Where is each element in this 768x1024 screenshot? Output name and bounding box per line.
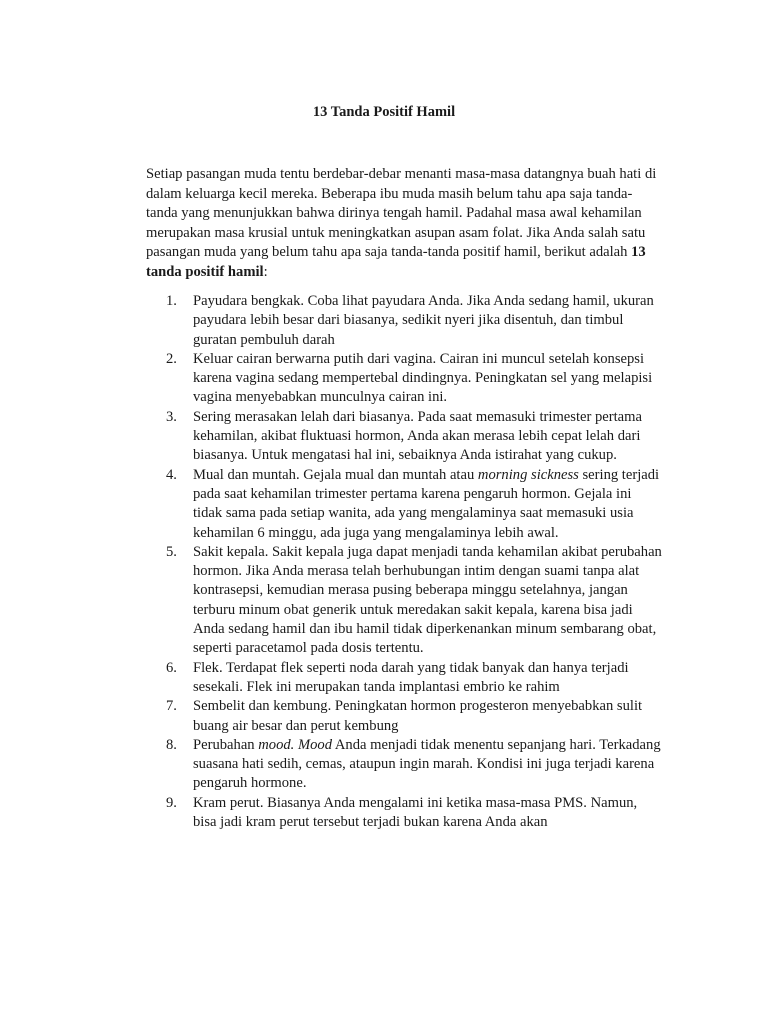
list-item <box>146 659 662 698</box>
intro-text: Setiap pasangan muda tentu berdebar-debar menanti masa-masa datangnya buah hati di dalam keluarga kecil mereka. Beberapa ibu muda masih belum tahu apa saja tanda-tanda yang menunjukkan bahwa dirinya tengah hamil. Padahal masa awal kehamilan merupakan masa krusial untuk meningkatkan asupan asam folat. Jika Anda salah satu pasangan muda yang belum tahu apa saja tanda-tanda positif hamil, berikut adalah <box>146 166 657 260</box>
list-item-number: 3. <box>166 408 177 425</box>
document-title: 13 Tanda Positif Hamil <box>312 104 456 120</box>
list-item <box>146 466 662 543</box>
list-item-text: Payudara bengkak. Coba lihat payudara Anda. Jika Anda sedang hamil, ukuran payudara lebih besar dari biasanya, sedikit nyeri jika disentuh, dan timbul guratan pembuluh darah <box>193 293 654 348</box>
list-item <box>146 543 662 659</box>
list-item <box>146 697 662 736</box>
list-item-number: 2. <box>166 350 177 367</box>
list-item-number: 9. <box>166 794 177 811</box>
list-item-text: Keluar cairan berwarna putih dari vagina. Cairan ini muncul setelah konsepsi karena vagina sedang mempertebal dindingnya. Peningkatan sel yang melapisi vagina menyebabkan munculnya cairan ini. <box>193 350 653 406</box>
intro-paragraph <box>146 165 662 282</box>
list-item <box>146 408 662 466</box>
list-item-text: Perubahan <box>193 736 259 753</box>
list-item-number: 7. <box>166 698 177 715</box>
list-item-text: Kram perut. Biasanya Anda mengalami ini ketika masa-masa PMS. Namun, bisa jadi kram perut tersebut terjadi bukan karena Anda akan <box>193 794 638 831</box>
list-item <box>146 292 662 350</box>
list-item-text: Sakit kepala. Sakit kepala juga dapat menjadi tanda kehamilan akibat perubahan hormon. Jika Anda merasa telah berhubungan intim dengan suami tanpa alat kontrasepsi, kemudian merasa pusing beberapa minggu setelahnya, jangan terburu minum obat generik untuk meredakan sakit kepala, karena bisa jadi Anda sedang hamil dan ibu hamil tidak diperkenankan minum sembarang obat, seperti paracetamol pada dosis tertentu. <box>193 543 662 657</box>
list-item-emphasis: morning sickness <box>477 466 579 483</box>
list-item-emphasis: mood. Mood <box>258 736 333 753</box>
signs-list <box>146 292 662 832</box>
list-item-text: Mual dan muntah. Gejala mual dan muntah atau <box>193 466 478 483</box>
list-item-text: Sembelit dan kembung. Peningkatan hormon progesteron menyebabkan sulit buang air besar dan perut kembung <box>193 698 643 734</box>
list-item-text: Flek. Terdapat flek seperti noda darah yang tidak banyak dan hanya terjadi sesekali. Flek ini merupakan tanda implantasi embrio ke rahim <box>193 659 629 695</box>
list-item-text-cont: sering terjadi pada saat kehamilan trimester pertama karena pengaruh hormon. Gejala ini tidak sama pada setiap wanita, ada yang mengalaminya saat memasuki usia kehamilan 6 minggu, ada juga yang mengalaminya lebih awal. <box>193 466 660 541</box>
list-item-number: 5. <box>166 543 177 560</box>
list-item-number: 1. <box>166 293 177 309</box>
list-item-number: 6. <box>166 659 177 676</box>
list-item <box>146 736 662 794</box>
intro-text-end: : <box>263 263 268 280</box>
list-item-text-cont: Anda menjadi tidak menentu sepanjang hari. Terkadang suasana hati sedih, cemas, ataupun ingin marah. Kondisi ini juga terjadi karena pengaruh hormone. <box>193 736 661 792</box>
list-item <box>146 794 662 833</box>
list-item <box>146 350 662 408</box>
list-item-number: 8. <box>166 736 177 753</box>
intro-bold-phrase: 13 tanda positif hamil <box>146 244 646 280</box>
list-item-text: Sering merasakan lelah dari biasanya. Pada saat memasuki trimester pertama kehamilan, akibat fluktuasi hormon, Anda akan merasa lebih cepat lelah dari biasanya. Untuk mengatasi hal ini, sebaiknya Anda istirahat yang cukup. <box>193 408 642 464</box>
list-item-number: 4. <box>166 466 177 483</box>
